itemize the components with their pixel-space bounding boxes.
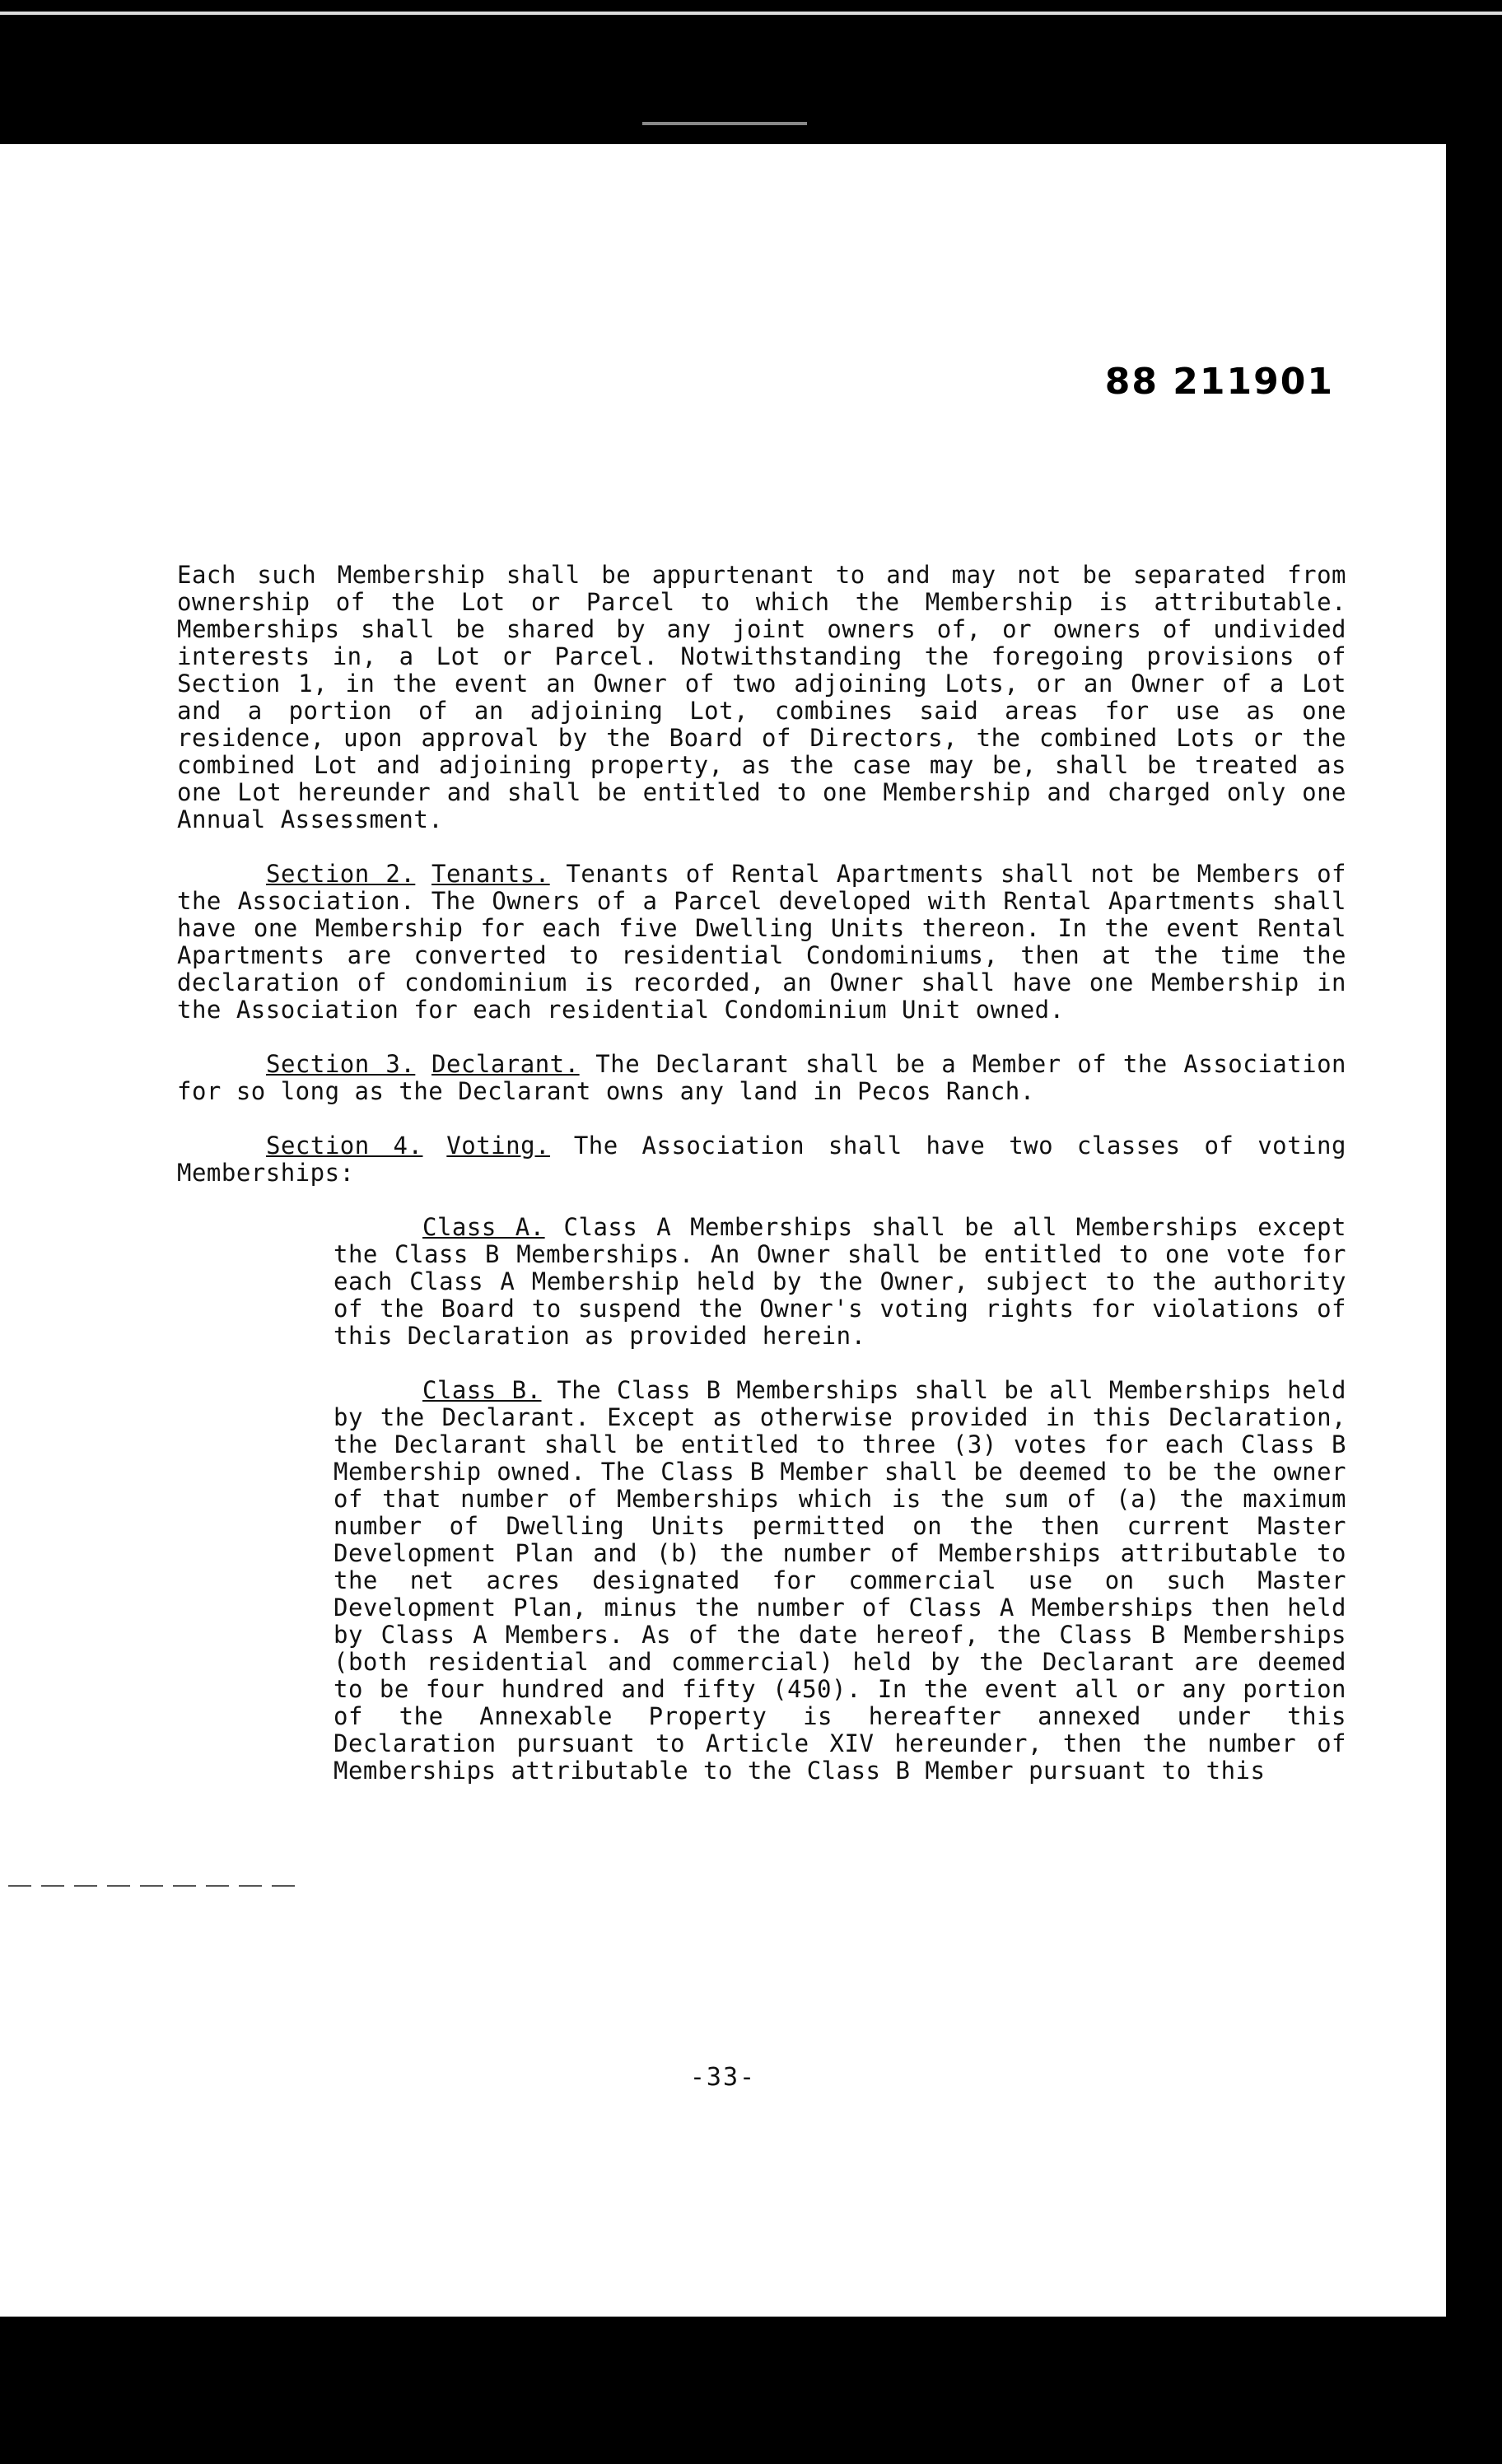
page-number: -33-: [689, 2063, 757, 2092]
section-4-paragraph: [177, 1132, 1346, 1187]
section-3-paragraph: [177, 1051, 1346, 1105]
paragraph-text: Each such Membership shall be appurtenant to and may not be separated from ownership of the Lot or Parcel to which the Membership is attributable. Memberships shall be shared by any joint owners of, or owners of undivided interests in, a Lot or Parcel. Notwithstanding the foregoing provisions of Section 1, in the event an Owner of two adjoining Lots, or an Owner of a Lot and a portion of an adjoining Lot, combines said areas for use as one residence, upon approval by the Board of Directors, the combined Lots or the combined Lot and adjoining property, as the case may be, shall be treated as one Lot hereunder and shall be entitled to one Membership and charged only one Annual Assessment.: [177, 561, 1346, 833]
scan-right-border: [1446, 144, 1502, 2464]
class-a-paragraph: [334, 1214, 1346, 1350]
section-title: Voting.: [446, 1132, 551, 1160]
class-heading: Class A.: [422, 1213, 545, 1241]
section-2-paragraph: [177, 861, 1346, 1024]
section-title: Tenants.: [431, 860, 550, 888]
document-body: [177, 562, 1346, 1812]
paragraph-text: Class A Memberships shall be all Memberships except the Class B Memberships. An Owner shall be entitled to one vote for each Class A Membership held by the Owner, subject to the authority of the Board to suspend the Owner's voting rights for violations of this Declaration as provided herein.: [334, 1213, 1347, 1350]
scan-top-border: [0, 0, 1502, 144]
scan-edge-line: [0, 12, 1502, 15]
paragraph-text: The Declarant shall be a Member of the Association for so long as the Declarant owns any land in Pecos Ranch.: [177, 1050, 1346, 1105]
section-title: Declarant.: [431, 1050, 580, 1078]
paragraph-text: Tenants of Rental Apartments shall not be Members of the Association. The Owners of a Parcel developed with Rental Apartments shall have one Membership for each five Dwelling Units thereon. In the event Rental Apartments are converted to residential Condominiums, then at the time the declaration of condominium is recorded, an Owner shall have one Membership in the Association for each residential Condominium Unit owned.: [177, 860, 1346, 1024]
section-heading: Section 3.: [266, 1050, 416, 1078]
scan-smudge: [642, 122, 807, 125]
class-heading: Class B.: [422, 1376, 542, 1404]
section-heading: Section 4.: [266, 1132, 423, 1160]
document-number: 88 211901: [1104, 361, 1334, 403]
paragraph-text: The Association shall have two classes of voting Memberships:: [177, 1132, 1346, 1187]
scan-bottom-border: [0, 2317, 1446, 2464]
class-b-paragraph: [334, 1377, 1346, 1785]
margin-mark: [8, 1885, 305, 1887]
paragraph-text: The Class B Memberships shall be all Memberships held by the Declarant. Except as otherwise provided in this Declaration, the Declarant shall be entitled to three (3) votes for each Class B Membership owned. The Class B Member shall be deemed to be the owner of that number of Memberships which is the sum of (a) the maximum number of Dwelling Units permitted on the then current Master Development Plan and (b) the number of Memberships attributable to the net acres designated for commercial use on such Master Development Plan, minus the number of Class A Memberships then held by Class A Members. As of the date hereof, the Class B Memberships (both residential and commercial) held by the Declarant are deemed to be four hundred and fifty (450). In the event all or any portion of the Annexable Property is hereafter annexed under this Declaration pursuant to Article XIV hereunder, then the number of Memberships attributable to the Class B Member pursuant to this: [334, 1376, 1346, 1785]
section-heading: Section 2.: [266, 860, 416, 888]
membership-paragraph: [177, 562, 1346, 833]
